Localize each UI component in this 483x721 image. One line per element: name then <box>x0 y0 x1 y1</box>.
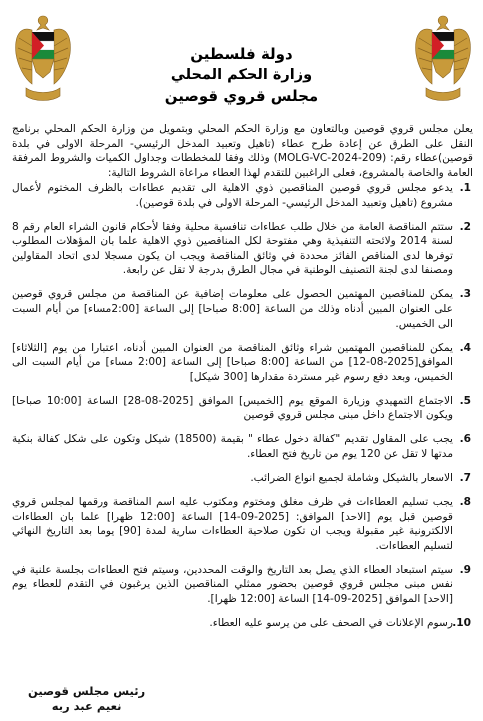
term-item <box>12 181 473 210</box>
term-item <box>12 432 473 461</box>
term-number: 9. <box>459 563 471 576</box>
term-number: 3. <box>459 288 471 301</box>
term-item <box>12 563 473 607</box>
term-text: يجب تسليم العطاءات في ظرف مغلق ومختوم ومكتوب عليه اسم المناقصة ورقمها لمجلس قروي قوصين قبل يوم [الاحد] الموافق: [2025-09-14] الساعة [12:00 ظهرا] علما بان العطاءات الالكترونية غير مقبولة ويجب ان تكون صلاحية العطاءات سارية لمدة [90] يوما بعد التاريخ النهائي لتسليم العطاءات. <box>12 495 453 552</box>
announcement-body <box>12 122 473 630</box>
header-ministry: وزارة الحكم المحلي <box>170 67 313 83</box>
terms-list <box>12 181 473 630</box>
term-number: 4. <box>459 341 471 354</box>
term-item <box>12 471 473 486</box>
term-text: الاجتماع التمهيدي وزيارة الموقع يوم [الخميس] الموافق [2025-08-28] الساعة [10:00 صباحا] ويكون الاجتماع داخل مبنى مجلس قروي قوصين <box>12 394 454 422</box>
term-text: سيتم استبعاد العطاء الذي يصل بعد التاريخ والوقت المحددين، وسيتم فتح العطاءات بجلسة علنية في نفس مبنى مجلس قروي قوصين بحضور ممثلي المناقصين الذين يرغبون في التقدم للعطاء يوم [الاحد] الموافق [2025-09-14] الساعة [12:00 ظهرا]. <box>12 563 453 605</box>
term-text: يمكن للمناقصين المهتمين شراء وثائق المناقصة من العنوان المبين أدناه، اعتبارا من يوم [الثلاثاء] الموافق[2025-08-12] من الساعة [8:00 صباحا] إلى الساعة [2:00 مساء] من أيام السبت الى الخميس، وبعد دفع رسوم غير مستردة مقدارها [300 شيكل] <box>12 341 453 383</box>
term-number: 2. <box>459 220 471 233</box>
term-number: 8. <box>459 495 471 508</box>
palestine-eagle-emblem-left <box>10 8 76 108</box>
palestine-eagle-emblem-right <box>410 8 476 108</box>
term-item <box>12 220 473 278</box>
term-item <box>12 287 473 331</box>
document-header <box>130 44 353 107</box>
term-item <box>12 495 473 553</box>
header-council: مجلس قروي قوصين <box>164 87 319 105</box>
term-item <box>12 394 473 423</box>
term-number: 10. <box>452 616 471 629</box>
term-number: 1. <box>459 182 471 195</box>
term-item <box>12 616 473 631</box>
term-text: الاسعار بالشيكل وشاملة لجميع انواع الضرائب. <box>250 471 453 484</box>
term-text: يجب على المقاول تقديم "كفالة دخول عطاء " بقيمة (18500) شيكل وتكون على شكل كفالة بنكية مدتها لا تقل عن 120 يوم من تاريخ فتح العطاء. <box>12 433 453 460</box>
term-text: يمكن للمناقصين المهتمين الحصول على معلومات إضافية عن المناقصة من مجلس قروي قوصين على العنوان المبين أدناه وذلك من الساعة [8:00 صباحا] إلى الساعة [2:00مساء] من أيام السبت الى الخميس. <box>12 288 453 330</box>
term-item <box>12 341 473 385</box>
term-text: يدعو مجلس قروي قوصين المناقصين ذوي الاهلية الى تقديم عطاءات بالظرف المختوم لأعمال مشروع (تاهيل وتعبيد المدخل الرئيسي- المرحلة الاولى في بلدة قوصين). <box>12 182 453 209</box>
term-text: ستتم المناقصة العامة من خلال طلب عطاءات تنافسية محلية وفقا لأحكام قانون الشراء العام رقم 8 لسنة 2014 ولائحته التنفيذية وهي مفتوحة لكل المناقصين ذوي الاهلية علما بان المؤهلات المطلوب توفرها لدى المناقص الفائز محددة في وثائق المناقصة ويجب ان يكون مسجلا لدى اتحاد المقاولين ومصنفا لدى لجنة التصنيف الوطنية في مجال الطرق بدرجة لا تقل عن رابعة. <box>12 220 453 277</box>
signature-title: رئيس مجلس قوصين <box>28 684 146 698</box>
intro-paragraph: يعلن مجلس قروي قوصين وبالتعاون مع وزارة الحكم المحلي وبتمويل من وزارة الحكم المحلي برنامج النقل على الطرق عن إعادة طرح عطاء (تاهيل وتعبيد المدخل الرئيسي- المرحلة الاولى في بلدة قوصين)عطاء رقم: (MOLG-VC-2024-209) وذلك وفقا للمخططات وجداول الكميات والشروط المرفقة العامة والخاصة بالمشروع، فعلى الراغبين للتقدم لهذا العطاء مراعاة الشروط التالية: <box>12 123 473 179</box>
flag-shield-icon <box>32 32 54 78</box>
term-number: 7. <box>459 471 471 484</box>
term-text: رسوم الإعلانات في الصحف على من يرسو عليه العطاء. <box>209 616 453 629</box>
term-number: 6. <box>459 433 471 446</box>
signature-name: نعيم عبد ربه <box>51 699 122 713</box>
header-state: دولة فلسطين <box>190 45 293 63</box>
term-number: 5. <box>459 394 471 407</box>
signature-block <box>28 684 145 714</box>
flag-shield-icon <box>432 32 454 78</box>
